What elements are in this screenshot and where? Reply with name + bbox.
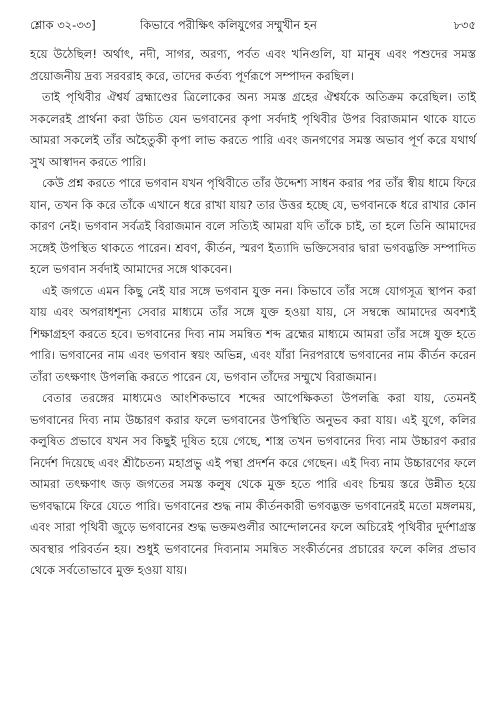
paragraph: বেতার তরঙ্গের মাধ্যমেও আংশিকভাবে শব্দের আপেক্ষিকতা উপলব্ধি করা যায়, তেমনই ভগবানের দিব্য নাম উচ্চারণ করার ফলে ভগবানের উপস্থিতি অনুভব করা যায়। এই যুগে, কলির কলুষিত প্রভাবে যখন সব কিছুই দূষিত হয়ে গেছে, শাস্ত্র তখন ভগবানের দিব্য নাম উচ্চারণ করার নির্দেশ দিয়েছে এবং শ্রীচৈতন্য মহাপ্রভু এই পন্থা প্রদর্শন করে গেছেন। এই দিব্য নাম উচ্চারণের ফলে আমরা তৎক্ষণাৎ জড় জগতের সমস্ত কলুষ থেকে মুক্ত হতে পারি এবং চিন্ময় স্তরে উন্নীত হয়ে ভগবদ্ধামে ফিরে যেতে পারি। ভগবানের শুদ্ধ নাম কীর্তনকারী ভগবদ্ভক্ত ভগবানেরই মতো মঙ্গলময়, এবং সারা পৃথিবী জুড়ে ভগবানের শুদ্ধ ভক্তমণ্ডলীর আন্দোলনের ফলে অচিরেই পৃথিবীর দুর্দশাগ্রস্ত অবস্থার পরিবর্তন হয়। শুধুই ভগবানের দিব্যনাম সমন্বিত সংকীর্তনের প্রচারের ফলে কলির প্রভাব থেকে সর্বতোভাবে মুক্ত হওয়া যায়। bbox=[30, 391, 476, 577]
verse-reference: শ্লোক ৩২-৩৩] bbox=[30, 18, 96, 32]
chapter-title: কিভাবে পরীক্ষিৎ কলিযুগের সম্মুখীন হন bbox=[140, 18, 317, 32]
paragraph: হয়ে উঠেছিল! অর্থাৎ, নদী, সাগর, অরণ্য, পর্বত এবং খনিগুলি, যা মানুষ এবং পশুদের সমস্ত প্রয়োজনীয় দ্রব্য সরবরাহ করে, তাদের কর্তব্য পূর্ণরূপে সম্পাদন করছিল। bbox=[30, 47, 476, 83]
purport-text bbox=[30, 44, 476, 582]
running-head bbox=[30, 14, 476, 36]
book-page bbox=[30, 14, 476, 694]
page-number: ৮৩৫ bbox=[453, 18, 476, 32]
paragraph: কেউ প্রশ্ন করতে পারে ভগবান যখন পৃথিবীতে তাঁর উদ্দেশ্য সাধন করার পর তাঁর স্বীয় ধামে ফিরে যান, তখন কি করে তাঁকে এখানে ধরে রাখা যায়? তার উত্তর হচ্ছে যে, ভগবানকে ধরে রাখার কোন কারণ নেই। ভগবান সর্বত্রই বিরাজমান বলে সত্যিই আমরা যদি তাঁকে চাই, তা হলে তিনি আমাদের সঙ্গেই উপস্থিত থাকতে পারেন। শ্রবণ, কীর্তন, স্মরণ ইত্যাদি ভক্তিসেবার দ্বারা ভগবদ্ভক্তি সম্পাদিত হলে ভগবান সর্বদাই আমাদের সঙ্গে থাকবেন। bbox=[30, 176, 476, 276]
paragraph: তাই পৃথিবীর ঐশ্বর্য ব্রহ্মাণ্ডের ত্রিলোকের অন্য সমস্ত গ্রহের ঐশ্বর্যকে অতিক্রম করেছিল। তাই সকলেরই প্রার্থনা করা উচিত যেন ভগবানের কৃপা সর্বদাই পৃথিবীর উপর বিরাজমান থাকে যাতে আমরা সকলেই তাঁর অহৈতুকী কৃপা লাভ করতে পারি এবং জনগণের সমস্ত অভাব পূর্ণ করে যথার্থ সুখ আস্বাদন করতে পারি। bbox=[30, 90, 476, 169]
paragraph: এই জগতে এমন কিছু নেই যার সঙ্গে ভগবান যুক্ত নন। কিভাবে তাঁর সঙ্গে যোগসূত্র স্থাপন করা যায় এবং অপরাধশূন্য সেবার মাধ্যমে তাঁর সঙ্গে যুক্ত হওয়া যায়, সে সম্বন্ধে আমাদের অবশ্যই শিক্ষাগ্রহণ করতে হবে। ভগবানের দিব্য নাম সমন্বিত শব্দ ব্রহ্মের মাধ্যমে আমরা তাঁর সঙ্গে যুক্ত হতে পারি। ভগবানের নাম এবং ভগবান স্বয়ং অভিন্ন, এবং যাঁরা নিরপরাধে ভগবানের নাম কীর্তন করেন তাঁরা তৎক্ষণাৎ উপলব্ধি করতে পারেন যে, ভগবান তাঁদের সম্মুখে বিরাজমান। bbox=[30, 283, 476, 384]
